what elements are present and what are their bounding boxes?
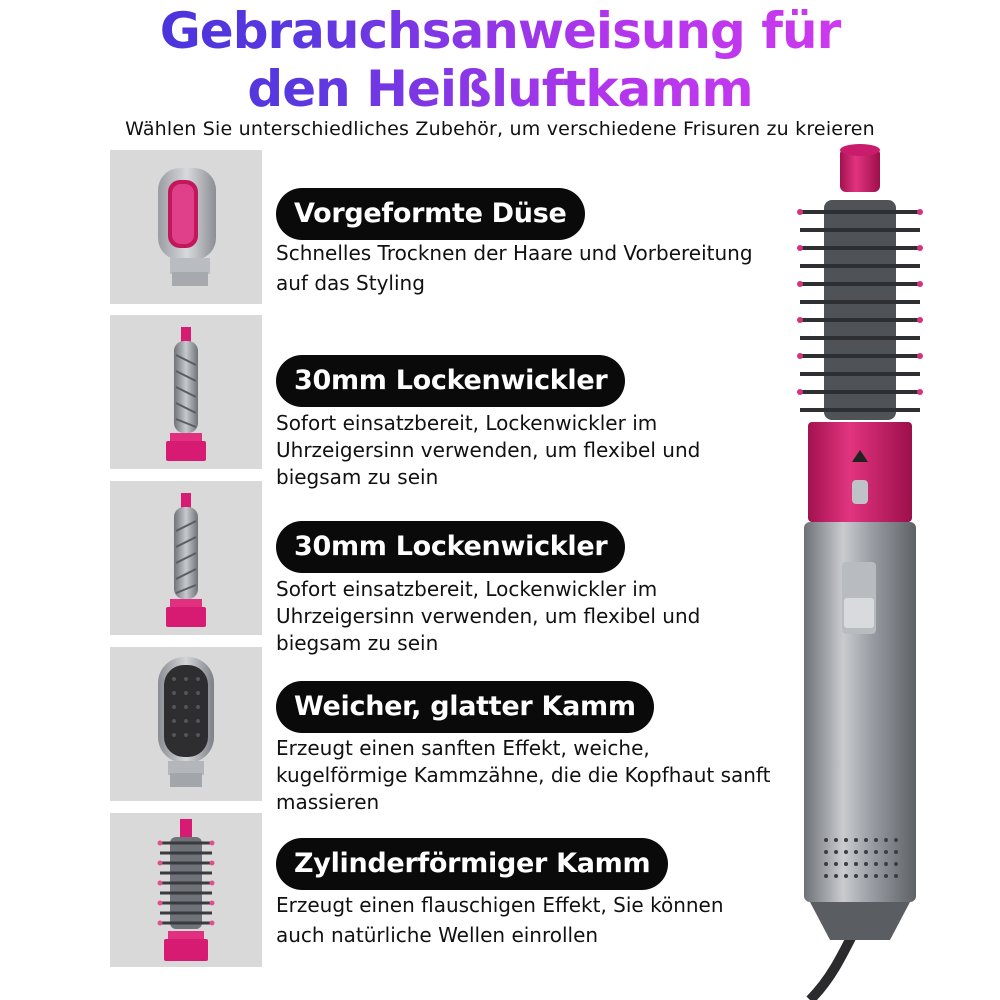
curler-attachment-image <box>110 315 262 469</box>
curler-attachment-image-2 <box>110 481 262 635</box>
page-title-line-1: Gebrauchsanweisung für <box>0 2 1000 60</box>
attachment-description-2: Sofort einsatzbereit, Lockenwickler im Uhrzeigersinn verwenden, um flexibel und biegsam zu sein <box>276 411 701 489</box>
attachment-description-4: Erzeugt einen sanften Effekt, weiche, kugelförmige Kammzähne, die die Kopfhaut sanft massieren <box>276 736 771 814</box>
nozzle-attachment-image <box>110 150 262 304</box>
attachment-title-1: Vorgeformte Düse <box>276 188 585 240</box>
attachment-description-1: Schnelles Trocknen der Haare und Vorbereitung auf das Styling <box>276 241 753 295</box>
attachment-description-3: Sofort einsatzbereit, Lockenwickler im Uhrzeigersinn verwenden, um flexibel und biegsam zu sein <box>276 577 701 655</box>
hot-air-brush-device-image <box>770 140 1000 1000</box>
page-title-line-2: den Heißluftkamm <box>0 60 1000 118</box>
attachment-title-3: 30mm Lockenwickler <box>276 521 625 573</box>
round-brush-attachment-image <box>110 813 262 967</box>
attachment-description-5: Erzeugt einen flauschigen Effekt, Sie können auch natürliche Wellen einrollen <box>276 893 724 947</box>
attachment-title-4: Weicher, glatter Kamm <box>276 681 654 733</box>
attachment-title-2: 30mm Lockenwickler <box>276 355 625 407</box>
attachment-title-5: Zylinderförmiger Kamm <box>276 838 668 890</box>
flat-brush-attachment-image <box>110 647 262 801</box>
page-subtitle: Wählen Sie unterschiedliches Zubehör, um verschiedene Frisuren zu kreieren <box>125 118 875 140</box>
